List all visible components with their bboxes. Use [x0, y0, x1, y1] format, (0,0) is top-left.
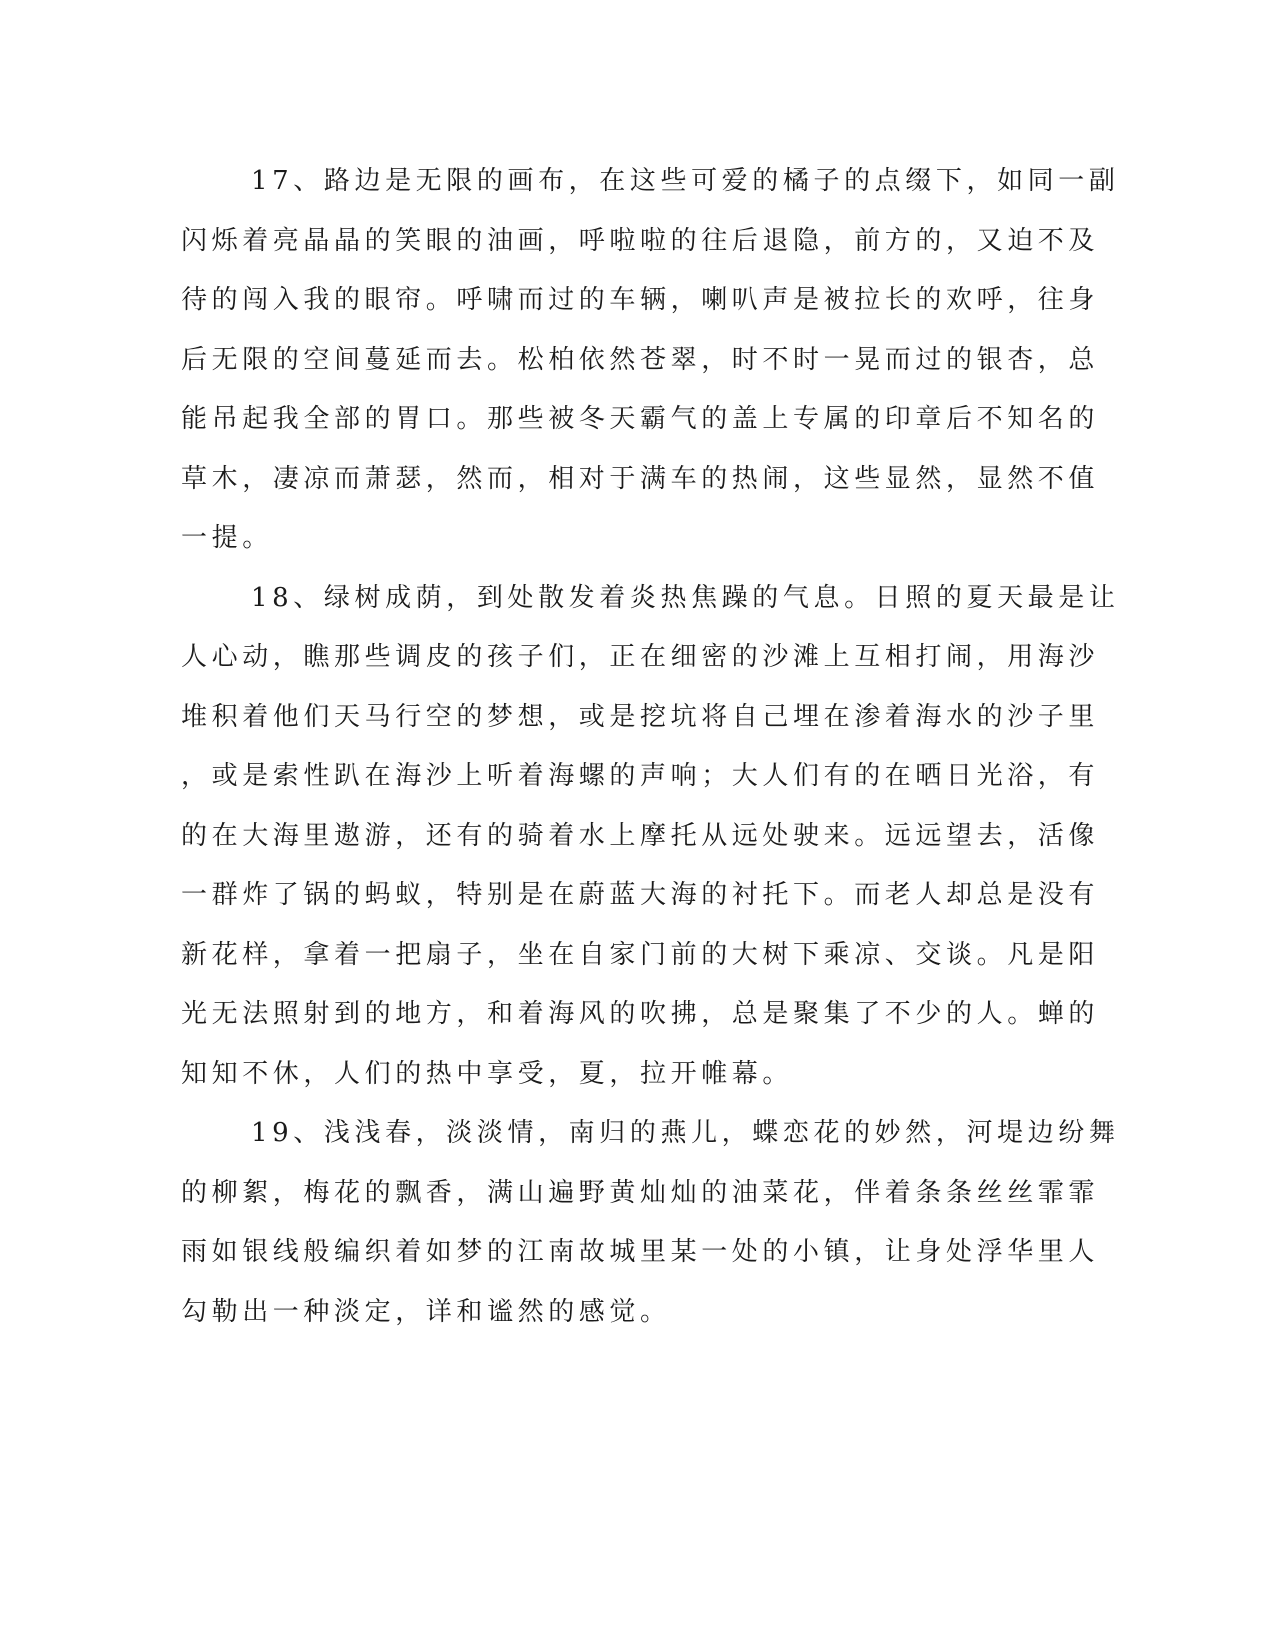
paragraph-line: 知知不休，人们的热中享受，夏，拉开帷幕。 [181, 1058, 794, 1089]
paragraph-line: 堆积着他们天马行空的梦想，或是挖坑将自己埋在渗着海水的沙子里 [181, 701, 1100, 732]
document-body [181, 152, 1120, 1342]
paragraph-18 [181, 569, 1120, 1105]
paragraph-line: 一提。 [181, 523, 273, 553]
paragraph-line: 光无法照射到的地方，和着海风的吹拂，总是聚集了不少的人。蝉的 [181, 999, 1100, 1029]
paragraph-17 [181, 152, 1120, 569]
paragraph-line: 勾勒出一种淡定，详和谧然的感觉。 [181, 1296, 671, 1327]
paragraph-line: 19、浅浅春，淡淡情，南归的燕儿，蝶恋花的妙然，河堤边纷舞 [251, 1118, 1120, 1148]
paragraph-line: 待的闯入我的眼帘。呼啸而过的车辆，喇叭声是被拉长的欢呼，往身 [181, 285, 1100, 315]
paragraph-line: 新花样，拿着一把扇子，坐在自家门前的大树下乘凉、交谈。凡是阳 [181, 939, 1100, 970]
paragraph-line: 18、绿树成荫，到处散发着炎热焦躁的气息。日照的夏天最是让 [251, 582, 1120, 613]
paragraph-line: 草木，凄凉而萧瑟，然而，相对于满车的热闹，这些显然，显然不值 [181, 463, 1100, 494]
paragraph-line: 雨如银线般编织着如梦的江南故城里某一处的小镇，让身处浮华里人 [181, 1237, 1100, 1267]
paragraph-line: 闪烁着亮晶晶的笑眼的油画，呼啦啦的往后退隐，前方的，又迫不及 [181, 225, 1100, 256]
paragraph-line: ，或是索性趴在海沙上听着海螺的声响；大人们有的在晒日光浴，有 [181, 761, 1100, 791]
paragraph-line: 后无限的空间蔓延而去。松柏依然苍翠，时不时一晃而过的银杏，总 [181, 344, 1100, 375]
paragraph-line: 的在大海里遨游，还有的骑着水上摩托从远处驶来。远远望去，活像 [181, 820, 1100, 851]
paragraph-line: 能吊起我全部的胃口。那些被冬天霸气的盖上专属的印章后不知名的 [181, 404, 1100, 434]
paragraph-line: 一群炸了锅的蚂蚁，特别是在蔚蓝大海的衬托下。而老人却总是没有 [181, 880, 1100, 910]
paragraph-19 [181, 1104, 1120, 1342]
paragraph-line: 人心动，瞧那些调皮的孩子们，正在细密的沙滩上互相打闹，用海沙 [181, 642, 1100, 672]
paragraph-line: 17、路边是无限的画布，在这些可爱的橘子的点缀下，如同一副 [251, 166, 1120, 196]
paragraph-line: 的柳絮，梅花的飘香，满山遍野黄灿灿的油菜花，伴着条条丝丝霏霏 [181, 1177, 1100, 1208]
